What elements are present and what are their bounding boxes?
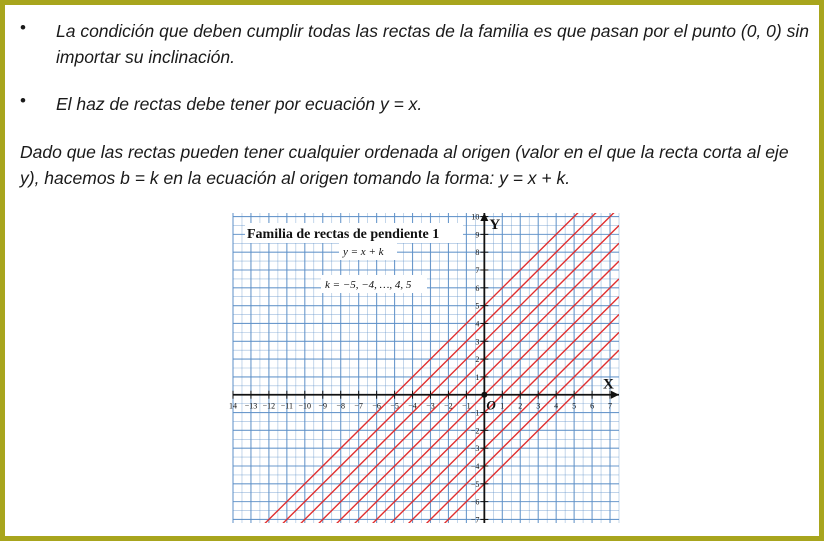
explanation-paragraph: Dado que las rectas pueden tener cualquier ordenada al origen (valor en el que la recta corta al eje y), hacemos b = k en la ecuación al origen tomando la forma: y = x + k. [20, 142, 789, 188]
origin-label: O [486, 397, 496, 413]
x-tick-label: −13 [244, 401, 258, 411]
x-tick-label: 4 [554, 401, 559, 411]
x-tick-label: −11 [280, 401, 293, 411]
y-tick-label: 6 [475, 283, 480, 293]
x-tick-label: 7 [608, 401, 613, 411]
x-tick-label: −4 [408, 401, 417, 411]
y-tick-label: 2 [475, 355, 480, 365]
y-tick-label: −2 [470, 426, 480, 436]
x-tick-label: 3 [536, 401, 541, 411]
y-tick-label: 4 [475, 319, 480, 329]
bullet-marker: • [20, 91, 26, 110]
y-tick-label: −7 [470, 515, 480, 525]
x-tick-label: 1 [500, 401, 505, 411]
y-tick-label: 10 [471, 212, 480, 222]
x-tick-label: 6 [590, 401, 595, 411]
x-tick-label: −3 [426, 401, 435, 411]
x-tick-label: 5 [572, 401, 577, 411]
x-tick-label: −10 [298, 401, 312, 411]
chart-title: Familia de rectas de pendiente 1 [247, 227, 440, 242]
x-tick-label: −6 [372, 401, 381, 411]
x-tick-label: −5 [390, 401, 399, 411]
x-tick-label: −8 [336, 401, 345, 411]
bullet-text: La condición que deben cumplir todas las rectas de la familia es que pasan por el punto (0, 0) sin importar su inclinación. [56, 21, 809, 67]
chart-axes [229, 213, 619, 525]
x-tick-label: −7 [354, 401, 363, 411]
bullet-text: El haz de rectas debe tener por ecuación y = x. [56, 94, 423, 114]
series-line-km2 [233, 297, 619, 541]
series-line-k2 [233, 225, 619, 541]
y-tick-label: −6 [470, 497, 480, 507]
y-tick-label: −5 [470, 479, 480, 489]
y-tick-label: 8 [475, 248, 480, 258]
bullet-marker: • [20, 18, 26, 37]
y-tick-label: 5 [475, 301, 480, 311]
y-tick-label: −3 [470, 444, 480, 454]
series-line-km5 [233, 350, 619, 541]
x-tick-label: −2 [444, 401, 453, 411]
x-tick-label: −12 [262, 401, 276, 411]
y-tick-label: −4 [470, 461, 480, 471]
x-tick-label: 14 [229, 401, 237, 411]
series-line-k3 [233, 208, 619, 541]
chart-equation: y = x + k [343, 246, 384, 258]
y-tick-label: 1 [475, 372, 480, 382]
line-family-chart [229, 212, 619, 525]
y-axis-label: Y [489, 217, 501, 233]
y-tick-label: 7 [475, 266, 480, 276]
series-line-km3 [233, 315, 619, 541]
x-tick-label: −9 [318, 401, 328, 411]
chart-grid [233, 213, 619, 523]
y-tick-label: 3 [475, 337, 480, 347]
x-axis-label: X [603, 376, 614, 393]
x-tick-label: 2 [518, 401, 523, 411]
x-tick-label: −1 [462, 401, 471, 411]
chart-parameter: k = −5, −4, …, 4, 5 [325, 279, 412, 291]
y-tick-label: 9 [475, 230, 480, 240]
y-tick-label: −1 [470, 408, 480, 418]
